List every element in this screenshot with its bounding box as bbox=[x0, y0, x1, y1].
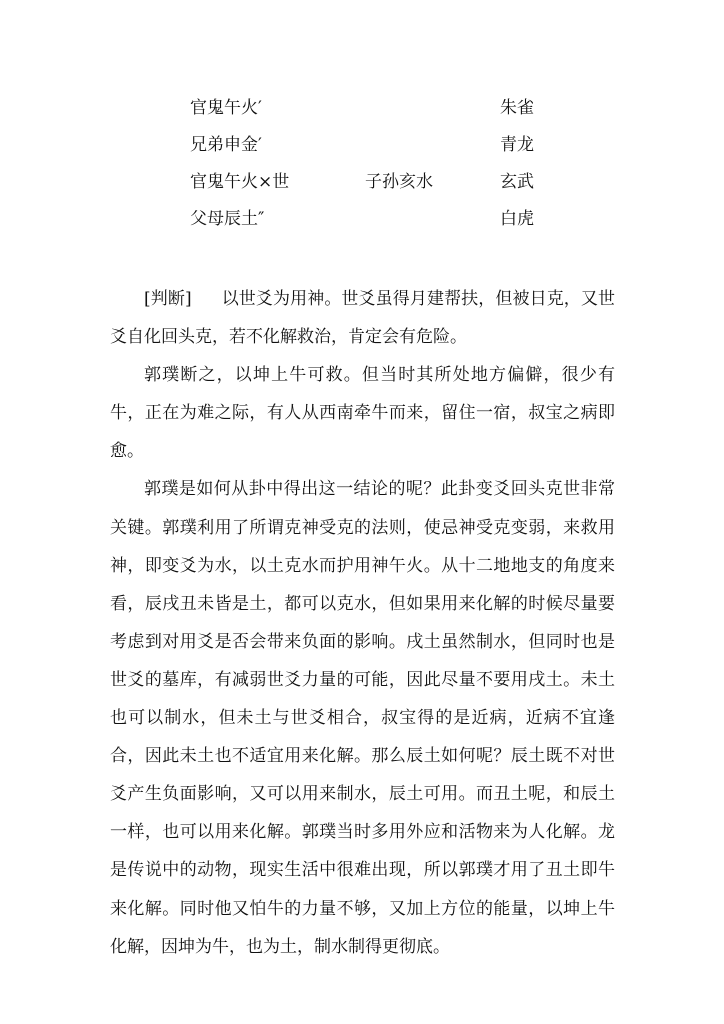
hexagram-hidden: 子孙亥水 bbox=[365, 172, 433, 192]
judgment-text: 以世爻为用神。世爻虽得月建帮扶，但被日克，又世爻自化回头克，若不化解救治，肯定会有危险。 bbox=[110, 289, 616, 348]
hexagram-spirit: 青龙 bbox=[500, 135, 534, 155]
hexagram-row bbox=[190, 127, 550, 164]
hexagram-line: 父母辰土″ bbox=[190, 209, 265, 229]
paragraph-judgment bbox=[110, 280, 615, 356]
paragraph: 郭璞是如何从卦中得出这一结论的呢？此卦变爻回头克世非常关键。郭璞利用了所谓克神受克的法则，使忌神受克变弱，来救用神，即变爻为水，以土克水而护用神午火。从十二地地支的角度来看，辰戌丑未皆是土，都可以克水，但如果用来化解的时候尽量要考虑到对用爻是否会带来负面的影响。戌土虽然制水，但同时也是世爻的墓库，有减弱世爻力量的可能，因此尽量不要用戌土。未土也可以制水，但未土与世爻相合，叔宝得的是近病，近病不宜逢合，因此未土也不适宜用来化解。那么辰土如何呢？辰土既不对世爻产生负面影响，又可以用来制水，辰土可用。而丑土呢，和辰土一样，也可以用来化解。郭璞当时多用外应和活物来为人化解。龙是传说中的动物，现实生活中很难出现，所以郭璞才用了丑土即牛来化解。同时他又怕牛的力量不够，又加上方位的能量，以坤上牛化解，因坤为牛，也为土，制水制得更彻底。 bbox=[110, 479, 615, 957]
body-text bbox=[110, 280, 615, 966]
hexagram-table bbox=[190, 90, 550, 238]
hexagram-row bbox=[190, 90, 550, 127]
hexagram-row bbox=[190, 164, 550, 201]
hexagram-line: 兄弟申金′ bbox=[190, 135, 262, 155]
judgment-label: [判断] bbox=[144, 289, 192, 309]
hexagram-spirit: 玄武 bbox=[500, 172, 534, 192]
hexagram-spirit: 白虎 bbox=[500, 209, 534, 229]
hexagram-spirit: 朱雀 bbox=[500, 98, 534, 118]
hexagram-row bbox=[190, 201, 550, 238]
paragraph: 郭璞断之，以坤上牛可救。但当时其所处地方偏僻，很少有牛，正在为难之际，有人从西南牵牛而来，留住一宿，叔宝之病即愈。 bbox=[110, 365, 615, 462]
hexagram-line: 官鬼午火′ bbox=[190, 98, 262, 118]
hexagram-line: 官鬼午火×世 bbox=[190, 172, 290, 192]
